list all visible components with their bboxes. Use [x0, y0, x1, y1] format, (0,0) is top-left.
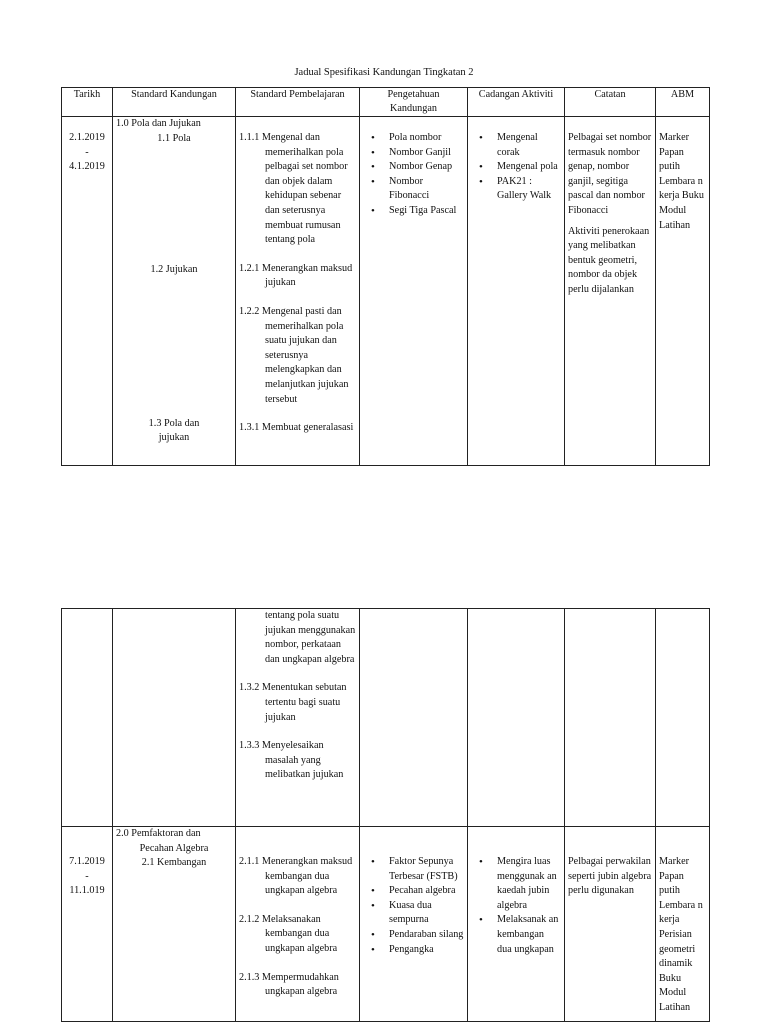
header-abm: ABM — [656, 88, 710, 117]
spec-table-2 — [61, 608, 710, 1022]
subtopic-kembangan: 2.1 Kembangan — [141, 857, 207, 869]
date-start: 7.1.2019 — [69, 856, 105, 867]
list-item: • Pendaraban silang — [389, 928, 464, 943]
table-row — [62, 117, 710, 466]
spec-table-1 — [61, 87, 710, 466]
abm-cell — [656, 609, 710, 827]
catatan-note-1: Pelbagai set nombor termasuk nombor genap, nombor ganjil, segitiga pascal dan nombor Fibonacci — [568, 132, 652, 216]
date-start: 2.1.2019 — [69, 132, 105, 143]
abm-text: Marker Papan putih Lembara n kerja Buku Modul Latihan — [659, 132, 704, 231]
list-item: • Nombor Ganjil — [389, 146, 464, 161]
standard-kandungan-cell — [113, 117, 236, 466]
topic-heading: 1.0 Pola dan Jujukan — [116, 118, 201, 129]
sp-1-3-1-continued: tentang pola suatu jujukan menggunakan nombor, perkataan dan ungkapan algebra — [265, 610, 356, 665]
pk-list — [363, 131, 464, 219]
sp-1-2-2: 1.2.2 Mengenal pasti dan memerihalkan pola suatu jujukan dan seterusnya melengkapkan dan melanjutkan jujukan tersebut — [239, 305, 349, 405]
list-item: • Nombor Fibonacci — [389, 175, 464, 204]
list-item: • Pecahan algebra — [389, 884, 464, 899]
header-standard-pembelajaran: Standard Pembelajaran — [236, 88, 360, 117]
list-item: • Faktor Sepunya Terbesar (FSTB) — [389, 855, 464, 884]
header-standard-kandungan: Standard Kandungan — [113, 88, 236, 117]
date-separator: - — [85, 146, 89, 158]
header-catatan: Catatan — [565, 88, 656, 117]
catatan-cell — [565, 117, 656, 466]
catatan-cell — [565, 827, 656, 1022]
sp-1-3-2: 1.3.2 Menentukan sebutan tertentu bagi suatu jujukan — [239, 682, 347, 723]
list-item: • Pola nombor — [389, 131, 464, 146]
page-title: Jadual Spesifikasi Kandungan Tingkatan 2 — [294, 67, 474, 78]
sp-1-1-1: 1.1.1 Mengenal dan memerihalkan pola pelbagai set nombor dan objek dalam kehidupan sebenar dan seterusnya membuat rumusan tentang pola — [239, 132, 348, 246]
header-pengetahuan-kandungan: Pengetahuan Kandungan — [360, 88, 468, 117]
cadangan-aktiviti-cell — [468, 827, 565, 1022]
table-row — [62, 827, 710, 1022]
sp-1-2-1: 1.2.1 Menerangkan maksud jujukan — [239, 262, 353, 289]
abm-text: Marker Papan putih Lembara n kerja Perisian geometri dinamik Buku Modul Latihan — [659, 856, 703, 1013]
standard-kandungan-cell — [113, 609, 236, 827]
list-item: • Pengangka — [389, 943, 464, 958]
topic-heading-cont: Pecahan Algebra — [139, 842, 209, 854]
date-separator: - — [85, 870, 89, 882]
sp-1-3-1: 1.3.1 Membuat generalasasi — [239, 422, 354, 434]
catatan-note: Pelbagai perwakilan seperti jubin algebra perlu digunakan — [568, 856, 652, 897]
subtopic-pola-dan-jujukan: 1.3 Pola dan — [148, 417, 200, 429]
pengetahuan-kandungan-cell — [360, 117, 468, 466]
list-item: • Kuasa dua sempurna — [389, 899, 464, 928]
cadangan-aktiviti-cell — [468, 609, 565, 827]
topic-heading: 2.0 Pemfaktoran dan — [116, 828, 201, 839]
pengetahuan-kandungan-cell — [360, 609, 468, 827]
tarikh-cell — [62, 117, 113, 466]
catatan-note-2: Aktiviti penerokaan yang melibatkan bentuk geometri, nombor da objek perlu dijalankan — [568, 225, 650, 295]
sp-1-3-3: 1.3.3 Menyelesaikan masalah yang melibatkan jujukan — [239, 740, 344, 781]
list-item: • Segi Tiga Pascal — [389, 204, 464, 219]
date-end: 11.1.019 — [69, 885, 105, 897]
cadangan-aktiviti-cell — [468, 117, 565, 466]
ca-list — [471, 855, 561, 957]
standard-pembelajaran-cell — [236, 117, 360, 466]
sp-2-1-1: 2.1.1 Menerangkan maksud kembangan dua ungkapan algebra — [239, 856, 353, 897]
pengetahuan-kandungan-cell — [360, 827, 468, 1022]
tarikh-cell — [62, 609, 113, 827]
list-item: • Nombor Genap — [389, 160, 464, 175]
sp-2-1-3: 2.1.3 Mempermudahkan ungkapan algebra — [239, 971, 339, 998]
list-item: • PAK21 : Gallery Walk — [497, 175, 561, 204]
list-item: • Mengenal corak — [497, 131, 561, 160]
sp-2-1-2: 2.1.2 Melaksanakan kembangan dua ungkapan algebra — [239, 913, 338, 954]
abm-cell — [656, 827, 710, 1022]
list-item: • Mengira luas menggunak an kaedah jubin algebra — [497, 855, 561, 913]
tarikh-cell — [62, 827, 113, 1022]
subtopic-pola-dan-jujukan-cont: jujukan — [158, 432, 190, 444]
ca-list — [471, 131, 561, 204]
pk-list — [363, 855, 464, 957]
header-tarikh: Tarikh — [62, 88, 113, 117]
table-row — [62, 609, 710, 827]
subtopic-jujukan: 1.2 Jujukan — [150, 264, 198, 276]
abm-cell — [656, 117, 710, 466]
standard-pembelajaran-cell — [236, 609, 360, 827]
header-cadangan-aktiviti: Cadangan Aktiviti — [468, 88, 565, 117]
list-item: • Mengenal pola — [497, 160, 561, 175]
subtopic-pola: 1.1 Pola — [157, 132, 191, 144]
table-header-row — [62, 88, 710, 117]
catatan-cell — [565, 609, 656, 827]
standard-kandungan-cell — [113, 827, 236, 1022]
standard-pembelajaran-cell — [236, 827, 360, 1022]
date-end: 4.1.2019 — [69, 161, 105, 173]
list-item: • Melaksanak an kembangan dua ungkapan — [497, 913, 561, 957]
